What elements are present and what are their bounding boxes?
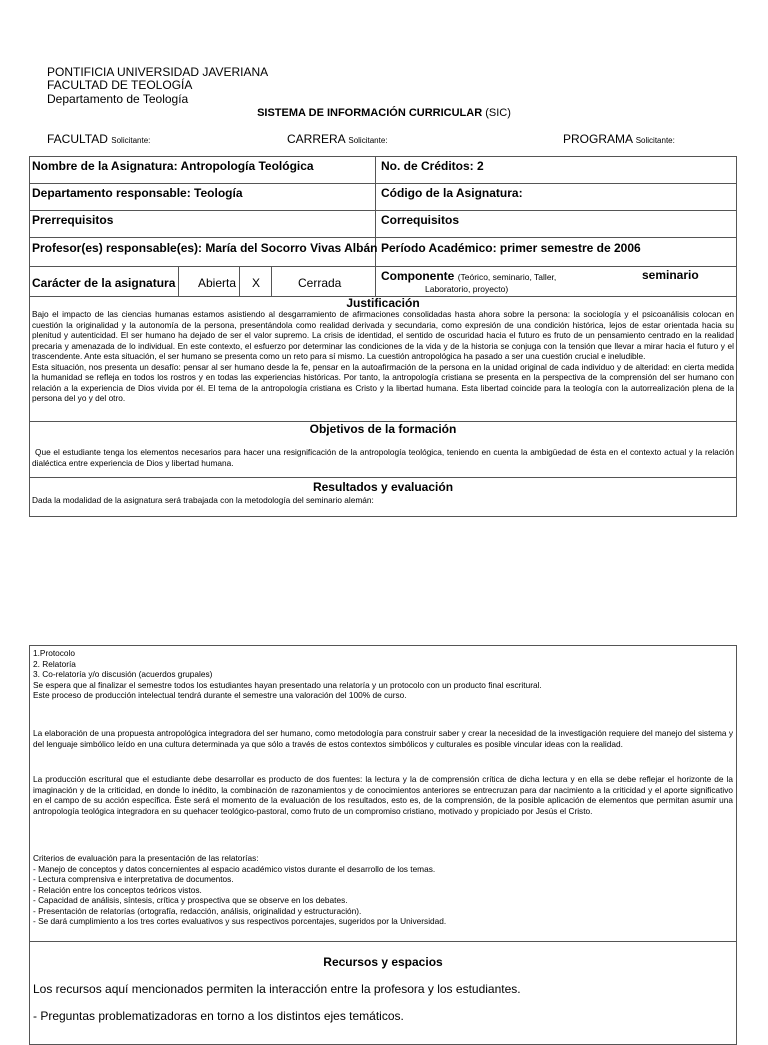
paragraph-methodology: La elaboración de una propuesta antropológica integradora del ser humano, como metodología para construir saber y crear la necesidad de la investigación requiere del manejo del sistema y del lenguaje simbólico leído en una cultura determinada ya que sólo a través de estos contextos simbólicos y culturales es posible vincular ideas con la realidad. bbox=[33, 728, 733, 749]
academic-period: Período Académico: primer semestre de 2006 bbox=[381, 241, 641, 255]
title-suffix: (SIC) bbox=[485, 107, 511, 119]
course-character-label: Carácter de la asignatura bbox=[32, 276, 176, 290]
university-name: PONTIFICIA UNIVERSIDAD JAVERIANA bbox=[47, 65, 269, 79]
list-item: - Presentación de relatorías (ortografía, redacción, análisis, originalidad y estructuración). bbox=[33, 905, 362, 916]
resources-title: Recursos y espacios bbox=[323, 955, 443, 969]
course-code: Código de la Asignatura: bbox=[381, 186, 523, 200]
paragraph-production: La producción escritural que el estudiante debe desarrollar es producto de dos fuentes: la lectura y la de comprensión crítica de dicha lectura y en ella se debe reflejar el horizonte de la imaginación y de la criticidad, en donde lo inédito, la combinación de razonamientos y de conocimientos anteriores se entrecruzan para dar nacimiento a la criticidad y el aporte significativo en el campo de su acción específica. Éste será el momento de la evaluación de los resultados, esto es, de la comprensión, de la posible aplicación de elementos que permitan asumir una antropología teológica integradora en su quehacer teológico-pastoral, como fruto de un compromiso cristiano, motivado y propiciado por Jesús el Cristo. bbox=[33, 774, 733, 816]
carrera-label: CARRERA Solicitante: bbox=[287, 132, 388, 146]
list-item: - Se dará cumplimiento a los tres cortes evaluativos y sus respectivos porcentajes, sugeridos por la Universidad. bbox=[33, 916, 447, 926]
selected-mark: X bbox=[252, 276, 261, 290]
expectation-1: Se espera que al finalizar el semestre todos los estudiantes hayan presentado una relatoría y un protocolo con un producto final escritural. bbox=[33, 679, 542, 690]
facultad-label: FACULTAD Solicitante: bbox=[47, 132, 151, 146]
component-value: seminario bbox=[642, 268, 699, 282]
list-item: 2. Relatoría bbox=[33, 658, 76, 669]
component-label: Componente (Teórico, seminario, Taller, bbox=[381, 269, 557, 283]
component-note: Laboratorio, proyecto) bbox=[425, 284, 509, 294]
method-list bbox=[33, 648, 733, 701]
expectation-2: Este proceso de producción intelectual tendrá durante el semestre una valoración del 100% de curso. bbox=[33, 690, 407, 700]
list-item: - Relación entre los conceptos teóricos vistos. bbox=[33, 884, 202, 895]
course-name: Nombre de la Asignatura: Antropología Teológica bbox=[32, 159, 314, 173]
prerequisites: Prerrequisitos bbox=[32, 213, 114, 227]
objectives-title: Objetivos de la formación bbox=[309, 422, 457, 436]
results-title: Resultados y evaluación bbox=[312, 480, 454, 494]
results-text: Dada la modalidad de la asignatura será trabajada con la metodología del seminario alemán: bbox=[32, 495, 374, 505]
list-item: - Lectura comprensiva e interpretativa de documentos. bbox=[33, 874, 234, 884]
department-name: Departamento de Teología bbox=[47, 92, 189, 106]
list-item: 1.Protocolo bbox=[33, 648, 75, 658]
title-bold: SISTEMA DE INFORMACIÓN CURRICULAR bbox=[257, 107, 483, 119]
closed-option: Cerrada bbox=[298, 276, 342, 290]
programa-label: PROGRAMA Solicitante: bbox=[563, 132, 675, 146]
resources-text: Los recursos aquí mencionados permiten la interacción entre la profesora y los estudiantes. bbox=[33, 982, 521, 996]
professor: Profesor(es) responsable(es): María del Socorro Vivas Albán bbox=[32, 241, 378, 255]
corequisites: Correquisitos bbox=[381, 213, 460, 227]
department-responsible: Departamento responsable: Teología bbox=[32, 186, 243, 200]
justification-text: Bajo el impacto de las ciencias humanas estamos asistiendo al desgarramiento de afirmaciones consolidadas hasta ahora sobre la persona: la sociología y el psicoanálisis colocan en cuestión la originalidad y la autonomía de la persona, presentándola como realidad derivada y secundaria, como expresión de una condición histórica, lejos de estar orientada hacia su plenitud y autenticidad. El ser humano ha dejado de ser el valor supremo. La crisis de identidad, el sentido de oscuridad hacia el futuro es fruto de un pensamiento centrado en la realidad precaria y amenazada de lo individual. En este contexto, el esfuerzo por determinar las condiciones de la vida y de la historia se conjuga con la tensión que llevar a mirar hacia el futuro y el trascendente. Ante esta situación, el ser humano se presenta como un reto para sí mismo. La cuestión antropológica ha pasado a ser una cuestión crucial e ineludible. Esta situación, nos presenta un desafío: pensar al ser humano desde la fe, pensar en la autoafirmación de la persona en la unidad original de cada individuo y de alteridad: en cierta medida la humanidad se refleja en todos los rostros y en todas las experiencias históricas. Por tanto, la antropología cristiana se presenta en la perspectiva de la comprensión del ser humano con relación a la experiencia de Dios vivida por él. El tema de la antropología cristiana es Cristo y la libertad humana. Esta libertad coincide para la teología con la autorrealización plena de la persona del yo y del otro. bbox=[32, 309, 734, 403]
list-item: - Manejo de conceptos y datos concernientes al espacio académico vistos durante el desarrollo de los temas. bbox=[33, 863, 436, 874]
faculty-name: FACULTAD DE TEOLOGÍA bbox=[47, 78, 193, 92]
criteria-title: Criterios de evaluación para la presentación de las relatorías: bbox=[33, 853, 259, 863]
list-item: - Capacidad de análisis, síntesis, crítica y prospectiva que se observe en los debates. bbox=[33, 895, 348, 905]
list-item: 3. Co-relatoría y/o discusión (acuerdos grupales) bbox=[33, 669, 213, 679]
objectives-text: Que el estudiante tenga los elementos necesarios para hacer una resignificación de la antropología teológica, teniendo en cuenta la ambigüedad de ésta en el contexto actual y la relación dialéctica entre experiencia de Dios y libertad humana. bbox=[32, 447, 734, 468]
criteria-list bbox=[33, 853, 733, 927]
resources-item: - Preguntas problematizadoras en torno a los distintos ejes temáticos. bbox=[33, 1009, 404, 1023]
open-option: Abierta bbox=[198, 276, 237, 290]
justification-title: Justificación bbox=[346, 296, 420, 310]
credits: No. de Créditos: 2 bbox=[381, 159, 484, 173]
document-title bbox=[0, 107, 768, 119]
